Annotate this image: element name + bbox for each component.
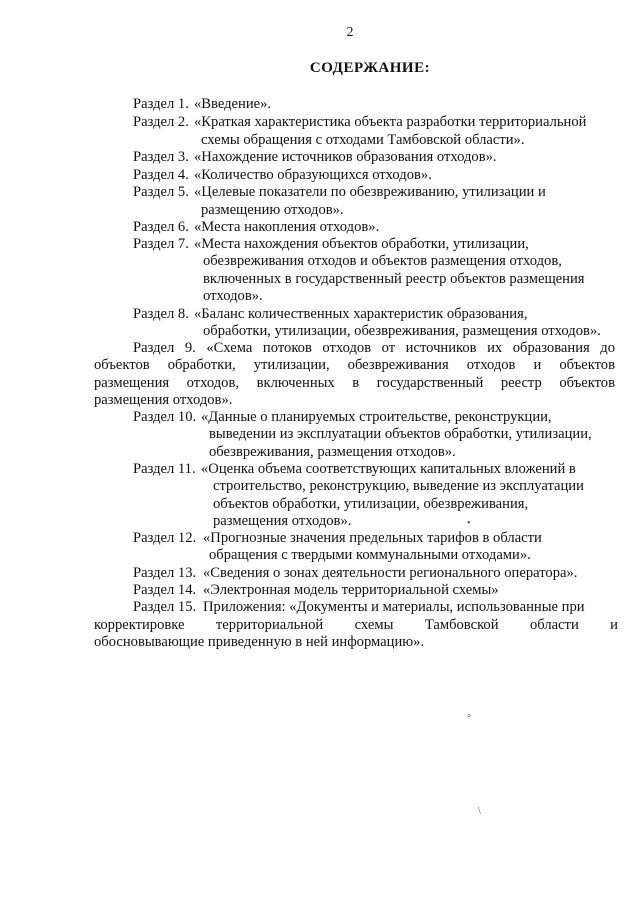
- section-10-line-1: «Данные о планируемых строительстве, реконструкции,: [201, 409, 552, 425]
- section-7-line-1: «Места нахождения объектов обработки, утилизации,: [194, 236, 529, 252]
- section-6-prefix: Раздел 6.: [133, 219, 189, 235]
- section-11-line-2: строительство, реконструкцию, выведение из эксплуатации: [213, 478, 584, 494]
- section-15-line-1: Приложения: «Документы и материалы, использованные при: [203, 599, 585, 615]
- section-5-line-2: размещению отходов».: [201, 202, 344, 218]
- section-7-line-3: включенных в государственный реестр объектов размещения: [203, 271, 585, 287]
- section-2-line-2: схемы обращения с отходами Тамбовской области».: [201, 132, 525, 148]
- scan-speck: \: [478, 806, 481, 817]
- section-14-line-1: «Электронная модель территориальной схемы»: [203, 582, 499, 598]
- section-5-line-1: «Целевые показатели по обезвреживанию, утилизации и: [194, 184, 546, 200]
- section-9-line-1: «Схема потоков отходов от источников их образования до: [206, 340, 616, 356]
- section-3-line-1: «Нахождение источников образования отходов».: [194, 149, 497, 165]
- section-12-prefix: Раздел 12.: [133, 530, 197, 546]
- section-9-line-4: размещения отходов».: [94, 392, 233, 408]
- section-12-line-1: «Прогнозные значения предельных тарифов в области: [203, 530, 542, 546]
- section-10-line-3: обезвреживания, размещения отходов».: [209, 444, 456, 460]
- section-11-line-3: объектов обработки, утилизации, обезвреживания,: [213, 496, 529, 512]
- section-6-line-1: «Места накопления отходов».: [194, 219, 380, 235]
- section-2-line-1: «Краткая характеристика объекта разработки территориальной: [194, 114, 587, 130]
- section-7-prefix: Раздел 7.: [133, 236, 189, 252]
- section-9-line-3: размещения отходов, включенных в государственный реестр объектов: [94, 375, 615, 391]
- section-4-line-1: «Количество образующихся отходов».: [194, 167, 432, 183]
- section-7-line-2: обезвреживания отходов и объектов размещения отходов,: [203, 253, 562, 269]
- section-9-prefix: Раздел 9.: [133, 340, 196, 356]
- section-2-prefix: Раздел 2.: [133, 114, 189, 130]
- section-15-line-2: корректировке территориальной схемы Тамбовской области и: [94, 617, 618, 633]
- scan-speck: •: [467, 518, 471, 529]
- section-10-prefix: Раздел 10.: [133, 409, 197, 425]
- section-9-first-line: [133, 339, 615, 357]
- scan-speck: °: [467, 713, 471, 724]
- section-7-line-4: отходов».: [203, 288, 263, 304]
- section-8-prefix: Раздел 8.: [133, 306, 189, 322]
- section-4-prefix: Раздел 4.: [133, 167, 189, 183]
- section-1-line-1: «Введение».: [194, 96, 272, 112]
- section-15-line-3: обосновывающие приведенную в ней информацию».: [94, 634, 425, 650]
- section-10-line-2: выведении из эксплуатации объектов обработки, утилизации,: [209, 426, 592, 442]
- section-3-prefix: Раздел 3.: [133, 149, 189, 165]
- page-number: 2: [346, 25, 354, 40]
- section-13-prefix: Раздел 13.: [133, 565, 197, 581]
- section-11-line-4: размещения отходов».: [213, 513, 352, 529]
- section-11-line-1: «Оценка объема соответствующих капитальных вложений в: [201, 461, 576, 477]
- section-5-prefix: Раздел 5.: [133, 184, 189, 200]
- section-12-line-2: обращения с твердыми коммунальными отходами».: [209, 547, 531, 563]
- section-14-prefix: Раздел 14.: [133, 582, 197, 598]
- section-15-prefix: Раздел 15.: [133, 599, 197, 615]
- section-8-line-2: обработки, утилизации, обезвреживания, размещения отходов».: [203, 323, 601, 339]
- toc-title: СОДЕРЖАНИЕ:: [309, 60, 431, 76]
- section-8-line-1: «Баланс количественных характеристик образования,: [194, 306, 528, 322]
- section-1-prefix: Раздел 1.: [133, 96, 189, 112]
- section-9-line-2: объектов обработки, утилизации, обезвреживания отходов и объектов: [94, 357, 615, 373]
- section-13-line-1: «Сведения о зонах деятельности регионального оператора».: [203, 565, 578, 581]
- section-11-prefix: Раздел 11.: [133, 461, 196, 477]
